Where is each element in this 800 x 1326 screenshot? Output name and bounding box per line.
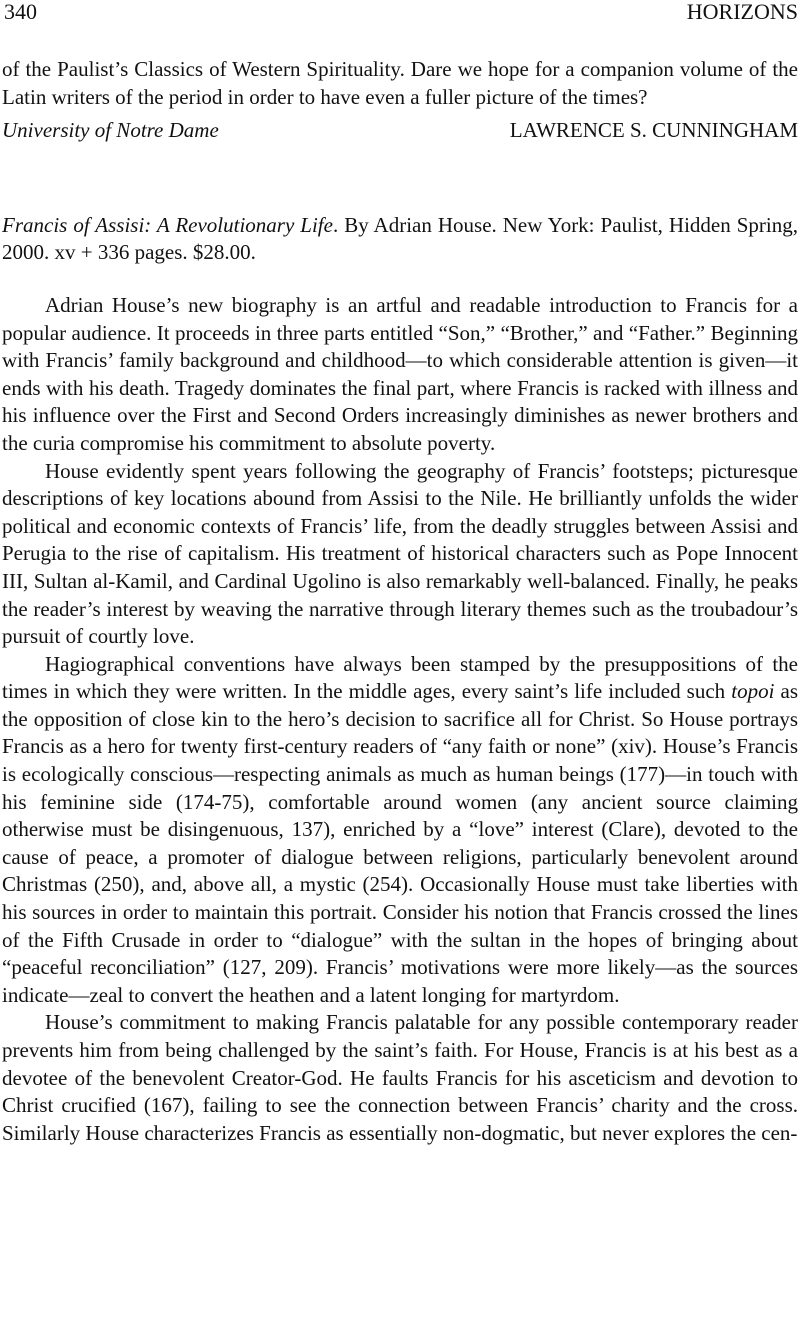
reviewer-name: LAWRENCE S. CUNNINGHAM: [509, 118, 798, 143]
book-title: Francis of Assisi: A Revolutionary Life: [2, 212, 333, 237]
book-details: . By Adrian House. New York: Paulist, Hidden Spring, 2000. xv + 336 pages. $28.00.: [2, 212, 798, 265]
review-paragraph-3: [2, 651, 798, 1010]
review-paragraph-2: House evidently spent years following the geography of Francis’ footsteps; picturesque descriptions of key locations abound from Assisi to the Nile. He brilliantly unfolds the wider political and economic contexts of Francis’ life, from the deadly struggles between Assisi and Perugia to the rise of capitalism. His treatment of historical characters such as Pope Innocent III, Sultan al-Kamil, and Cardinal Ugolino is also remarkably well-balanced. Finally, he peaks the reader’s interest by weaving the narrative through literary themes such as the troubadour’s pursuit of courtly love.: [2, 458, 798, 649]
previous-review-ending: of the Paulist’s Classics of Western Spirituality. Dare we hope for a companion volume of the Latin writers of the period in order to have even a fuller picture of the times?: [2, 57, 798, 109]
paragraph-3-text-a: Hagiographical conventions have always been stamped by the presuppositions of the times in which they were written. In the middle ages, every saint’s life included such: [2, 651, 798, 704]
review-paragraph-1: Adrian House’s new biography is an artful and readable introduction to Francis for a popular audience. It proceeds in three parts entitled “Son,” “Brother,” and “Father.” Beginning with Francis’ family background and childhood—to which considerable attention is given—it ends with his death. Tragedy dominates the final part, where Francis is racked with illness and his influence over the First and Second Orders increasingly diminishes as newer brothers and the curia compromise his commitment to absolute poverty.: [2, 292, 798, 455]
journal-title: HORIZONS: [686, 0, 798, 24]
running-head: [4, 0, 798, 24]
paragraph-3-text-b: as the opposition of close kin to the hero’s decision to sacrifice all for Christ. So House portrays Francis as a hero for twenty first-century readers of “any faith or none” (xiv). House’s Francis is ecologically conscious—respecting animals as much as human beings (177)—in touch with his feminine side (174-75), comfortable around women (any ancient source claiming otherwise must be disingenuous, 137), enriched by a “love” interest (Clare), devoted to the cause of peace, a promoter of dialogue between religions, particularly benevolent around Christmas (250), and, above all, a mystic (254). Occasionally House must take liberties with his sources in order to maintain this portrait. Consider his notion that Francis crossed the lines of the Fifth Crusade in order to “dialogue” with the sultan in the hopes of bringing about “peaceful reconciliation” (127, 209). Francis’ motivations were more likely—as the sources indicate—zeal to convert the heathen and a latent longing for martyrdom.: [2, 679, 798, 1007]
reviewer-signature: [2, 117, 798, 145]
review-paragraph-4: House’s commitment to making Francis palatable for any possible contemporary reader prevents him from being challenged by the saint’s faith. For House, Francis is at his best as a devotee of the benevolent Creator-God. He faults Francis for his asceticism and devotion to Christ crucified (167), failing to see the connection between Francis’ charity and the cross. Similarly House characterizes Francis as essentially non-dogmatic, but never explores the cen-: [2, 1010, 798, 1145]
page-number: 340: [4, 0, 37, 24]
book-citation: [2, 212, 798, 267]
page-body: [2, 56, 798, 1147]
topoi-term: topoi: [731, 679, 775, 704]
reviewer-institution: University of Notre Dame: [2, 118, 219, 143]
